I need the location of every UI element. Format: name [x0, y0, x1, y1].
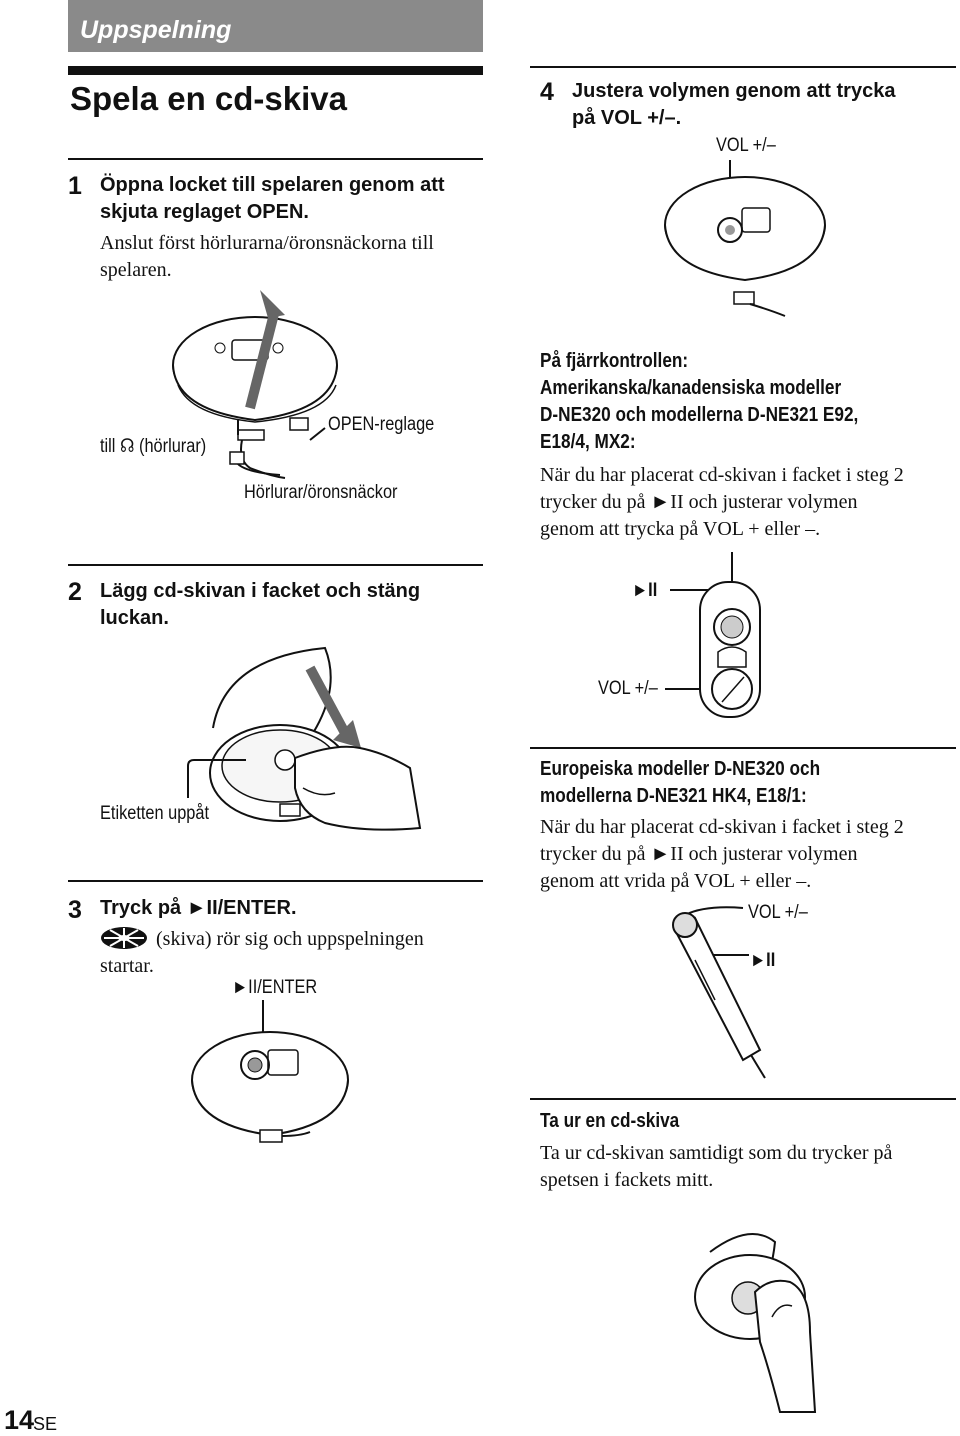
euro-heading-line1: Europeiska modeller D-NE320 och [540, 758, 821, 780]
step4-title-line2: på VOL +/–. [572, 107, 682, 129]
step1-number: 1 [68, 172, 82, 200]
eject-disc-illustration [680, 1222, 840, 1422]
label-euro-vol: VOL +/– [748, 902, 808, 923]
euro-rule [530, 747, 956, 749]
remote-body-line2: trycker du på ►II och justerar volymen [540, 491, 858, 513]
label-earphones: Hörlurar/öronsnäckor [244, 482, 398, 503]
eject-rule [530, 1098, 956, 1100]
step1-rule [68, 158, 483, 160]
section-header [68, 0, 483, 52]
disc-icon [100, 926, 148, 950]
title-rule [68, 66, 483, 75]
euro-remote-illustration [665, 900, 785, 1080]
label-euro-play: ►II [750, 950, 776, 971]
page-number: 14 [4, 1405, 35, 1435]
label-headphones: till ☊ (hörlurar) [100, 436, 207, 457]
step2-leader-line [186, 760, 256, 800]
step2-number: 2 [68, 578, 82, 606]
remote-heading-line4: E18/4, MX2: [540, 431, 636, 453]
remote-heading-line2: Amerikanska/kanadensiska modeller [540, 377, 842, 399]
remote-control-illustration [660, 552, 770, 722]
euro-heading-line2: modellerna D-NE321 HK4, E18/1: [540, 785, 807, 807]
label-play-enter: ►II/ENTER [232, 977, 318, 998]
euro-body-line3: genom att vrida på VOL + eller –. [540, 870, 812, 892]
page-title: Spela en cd-skiva [70, 80, 347, 117]
insert-disc-illustration [185, 648, 425, 838]
step2-title-line1: Lägg cd-skivan i facket och stäng [100, 580, 421, 602]
step4-number: 4 [540, 78, 554, 106]
remote-body-line1: När du har placerat cd-skivan i facket i steg 2 [540, 464, 904, 486]
step1-title-line1: Öppna locket till spelaren genom att [100, 174, 445, 196]
step1-title-line2: skjuta reglaget OPEN. [100, 201, 309, 223]
step3-title: Tryck på ►II/ENTER. [100, 897, 297, 919]
step1-body-line1: Anslut först hörlurarna/öronsnäckorna till [100, 232, 434, 254]
player-play-illustration [190, 1000, 340, 1150]
right-top-rule [530, 66, 956, 68]
label-label-side-up: Etiketten uppåt [100, 803, 210, 824]
player-vol-illustration [660, 160, 830, 320]
label-vol-main: VOL +/– [716, 135, 776, 156]
eject-heading: Ta ur en cd-skiva [540, 1110, 680, 1132]
eject-body-line2: spetsen i fackets mitt. [540, 1169, 714, 1191]
step1-leader-lines [230, 400, 350, 480]
euro-body-line2: trycker du på ►II och justerar volymen [540, 843, 858, 865]
remote-heading-line3: D-NE320 och modellerna D-NE321 E92, [540, 404, 859, 426]
step2-title-line2: luckan. [100, 607, 169, 629]
section-header-label: Uppspelning [80, 16, 232, 44]
label-remote-play: ►II [632, 580, 658, 601]
eject-body-line1: Ta ur cd-skivan samtidigt som du trycker på [540, 1142, 893, 1164]
step3-body-line2: startar. [100, 955, 154, 977]
step3-rule [68, 880, 483, 882]
step2-rule [68, 564, 483, 566]
step4-title-line1: Justera volymen genom att trycka [572, 80, 896, 102]
label-remote-vol: VOL +/– [598, 678, 658, 699]
step3-number: 3 [68, 896, 82, 924]
remote-heading-line1: På fjärrkontrollen: [540, 350, 689, 372]
page-language-code: SE [33, 1414, 58, 1434]
euro-body-line1: När du har placerat cd-skivan i facket i steg 2 [540, 816, 904, 838]
step3-body-line1: (skiva) rör sig och uppspelningen [156, 928, 424, 950]
remote-body-line3: genom att trycka på VOL + eller –. [540, 518, 821, 540]
step1-body-line2: spelaren. [100, 259, 172, 281]
label-open-switch: OPEN-reglage [328, 414, 435, 435]
